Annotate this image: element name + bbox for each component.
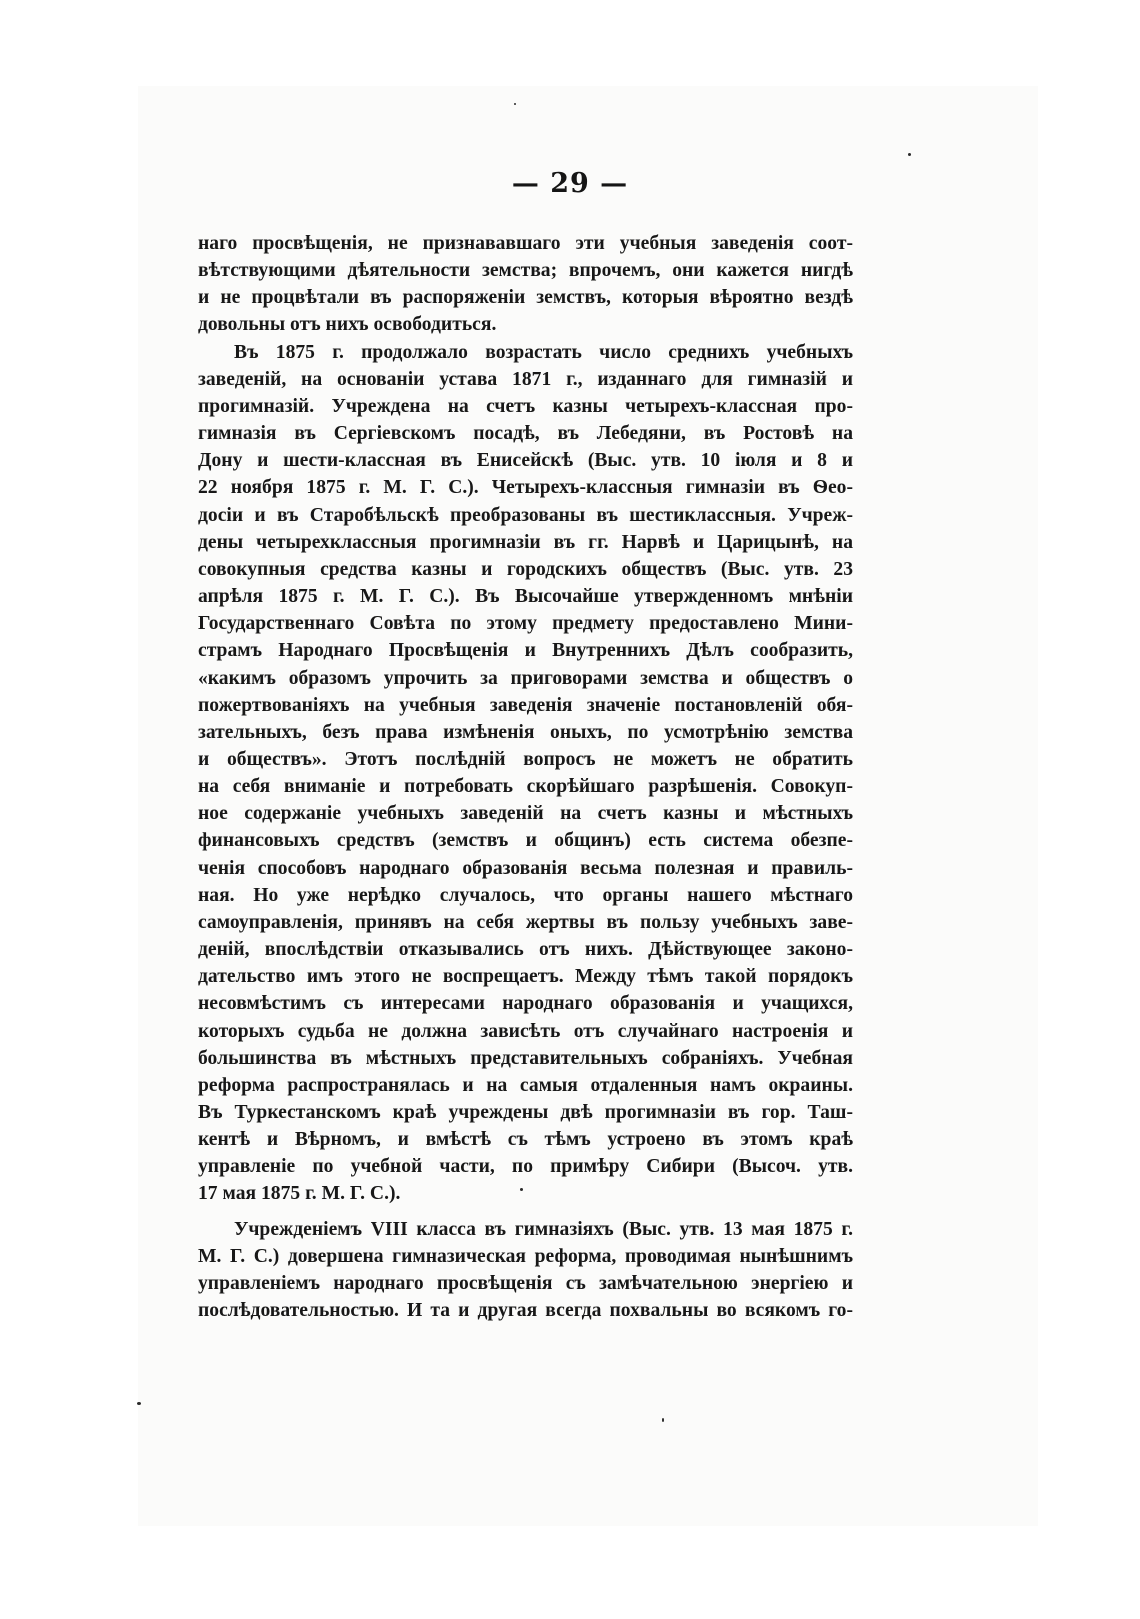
- text-line: управленіемъ народнаго просвѣщенія съ замѣчательною энергіею и: [198, 1272, 853, 1294]
- text-line: Дону и шести-классная въ Енисейскѣ (Выс. утв. 10 іюля и 8 и: [198, 450, 853, 472]
- text-line: зательныхъ, безъ права измѣненія оныхъ, по усмотрѣнію земства: [198, 721, 853, 743]
- text-line: финансовыхъ средствъ (земствъ и общинъ) есть система обезпе-: [198, 830, 853, 852]
- text-line: Государственнаго Совѣта по этому предмету предоставлено Мини-: [198, 613, 853, 635]
- text-line: деній, впослѣдствіи отказывались отъ нихъ. Дѣйствующее законо-: [198, 939, 853, 961]
- scan-speck: [137, 1402, 141, 1405]
- text-line: ная. Но уже нерѣдко случалось, что органы нашего мѣстнаго: [198, 884, 853, 906]
- text-line: 22 ноября 1875 г. М. Г. С.). Четырехъ-классныя гимназіи въ Ѳео-: [198, 477, 853, 499]
- text-line: реформа распространялась и на самыя отдаленныя намъ окраины.: [198, 1074, 853, 1096]
- scan-speck: [662, 1418, 664, 1422]
- text-line: М. Г. С.) довершена гимназическая реформа, проводимая нынѣшнимъ: [198, 1245, 853, 1267]
- text-line: довольны отъ нихъ освободиться.: [198, 314, 497, 336]
- text-line: дательство имъ этого не воспрещаетъ. Между тѣмъ такой порядокъ: [198, 966, 853, 988]
- text-line: гимназія въ Сергіевскомъ посадѣ, въ Лебедяни, въ Ростовѣ на: [198, 423, 853, 445]
- text-line: 17 мая 1875 г. М. Г. С.).: [198, 1183, 401, 1205]
- text-line: Въ Туркестанскомъ краѣ учреждены двѣ прогимназіи въ гор. Таш-: [198, 1102, 853, 1123]
- paragraph-2: [198, 339, 853, 1208]
- text-line: страмъ Народнаго Просвѣщенія и Внутреннихъ Дѣлъ сообразить,: [198, 640, 853, 662]
- text-line: большинства въ мѣстныхъ представительныхъ собраніяхъ. Учебная: [198, 1047, 853, 1069]
- paragraph-3: [198, 1216, 853, 1325]
- paragraph-spacer: [198, 1208, 853, 1216]
- text-line: досіи и въ Старобѣльскѣ преобразованы въ шестиклассныя. Учреж-: [198, 504, 853, 526]
- text-line: дены четырехклассныя прогимназіи въ гг. Нарвѣ и Царицынѣ, на: [198, 531, 853, 553]
- text-line: прогимназій. Учреждена на счетъ казны четырехъ-классная про-: [198, 395, 853, 417]
- text-line: пожертвованіяхъ на учебныя заведенія значеніе постановленій обя-: [198, 694, 853, 716]
- text-line: управленіе по учебной части, по примѣру Сибири (Высоч. утв.: [198, 1156, 853, 1178]
- paragraph-1: [198, 230, 853, 339]
- text-line: и не процвѣтали въ распоряженіи земствъ, которыя вѣроятно вездѣ: [198, 287, 853, 309]
- scan-speck: [514, 103, 516, 105]
- scan-speck: [908, 153, 911, 156]
- text-line: Въ 1875 г. продолжало возрастать число среднихъ учебныхъ: [234, 341, 853, 363]
- text-line: кентѣ и Вѣрномъ, и вмѣстѣ съ тѣмъ устроено въ этомъ краѣ: [198, 1129, 853, 1151]
- text-line: послѣдовательностью. И та и другая всегда похвальны во всякомъ го-: [198, 1300, 853, 1322]
- text-line: несовмѣстимъ съ интересами народнаго образованія и учащихся,: [198, 993, 853, 1015]
- text-line: Учрежденіемъ VIII класса въ гимназіяхъ (Выс. утв. 13 мая 1875 г.: [234, 1218, 853, 1240]
- text-line: вѣтствующими дѣятельности земства; впрочемъ, они кажется нигдѣ: [198, 260, 853, 282]
- text-line: заведеній, на основаніи устава 1871 г., изданнаго для гимназій и: [198, 368, 853, 390]
- text-line: на себя вниманіе и потребовать скорѣйшаго разрѣшенія. Совокуп-: [198, 776, 853, 798]
- text-line: ченія способовъ народнаго образованія весьма полезная и правиль-: [198, 857, 853, 879]
- body-text: [198, 230, 853, 1324]
- scan-speck: [520, 1188, 523, 1191]
- text-line: «какимъ образомъ упрочить за приговорами земства и обществъ о: [198, 667, 853, 689]
- text-line: наго просвѣщенія, не признававшаго эти учебныя заведенія соот-: [198, 233, 853, 254]
- text-line: ное содержаніе учебныхъ заведеній на счетъ казны и мѣстныхъ: [198, 803, 853, 825]
- text-line: и обществъ». Этотъ послѣдній вопросъ не можетъ не обратить: [198, 748, 853, 770]
- text-line: апрѣля 1875 г. М. Г. С.). Въ Высочайше утвержденномъ мнѣніи: [198, 586, 853, 608]
- text-line: которыхъ судьба не должна зависѣть отъ случайнаго настроенія и: [198, 1020, 853, 1042]
- page-number: — 29 —: [511, 168, 629, 199]
- text-line: самоуправленія, принявъ на себя жертвы въ пользу учебныхъ заве-: [198, 911, 853, 933]
- text-line: совокупныя средства казны и городскихъ обществъ (Выс. утв. 23: [198, 558, 853, 580]
